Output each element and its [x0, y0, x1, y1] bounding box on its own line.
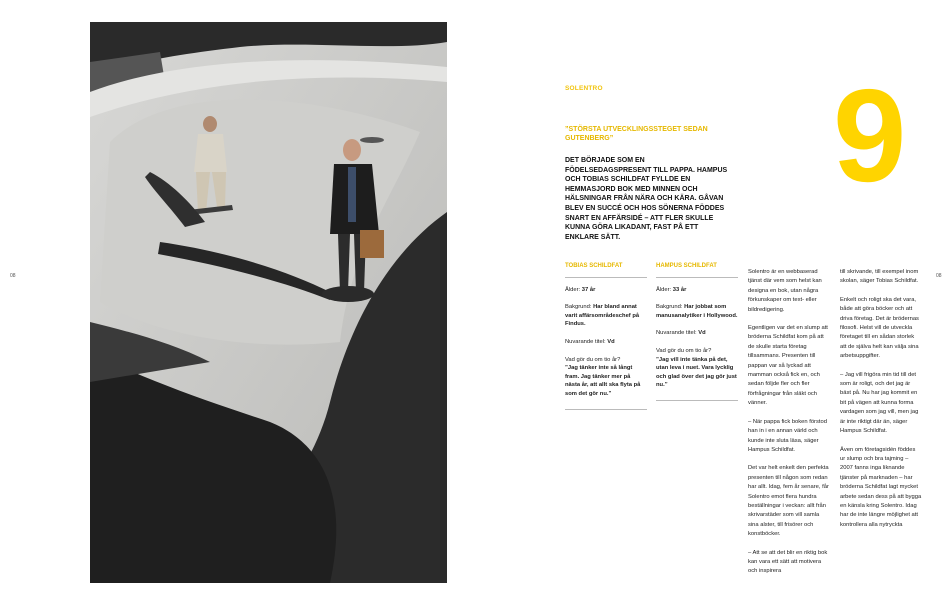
body-paragraph: – Jag vill frigöra min tid till det som är roligt, och det jag är bäst på. Nu har jag kommit en bit på vägen att kunna forma vardagen som jag vill, men jag är inte riktigt där än, säger Hampus Schildfat. [840, 371, 919, 435]
folio-left: 08 [10, 273, 16, 279]
profile-tobias [565, 262, 647, 410]
profile-divider [565, 409, 647, 410]
profile-age: Ålder: 37 år [565, 286, 596, 293]
profile-question: Vad gör du om tio år? ”Jag tänker inte så långt fram. Jag tänker mer på nästa år, att allt ska flyta på som det gör nu.” [565, 356, 641, 397]
profile-background: Bakgrund: Har jobbat som manusanalytiker i Hollywood. [656, 304, 738, 319]
body-column-1 [748, 268, 830, 586]
profile-age: Ålder: 33 år [656, 286, 687, 293]
body-column-2 [840, 268, 922, 539]
body-paragraph: – När pappa fick boken förstod han in i en annan värld och kunde inte sluta läsa, säger Hampus Schildfat. [748, 418, 827, 453]
profile-name: TOBIAS SCHILDFAT [565, 262, 647, 278]
body-paragraph: Egentligen var det en slump att bröderna Schildfat kom på att de skulle starta företag tillsammans. Presenten till pappan var så lyckad att mamman också fick en, och sedan följde fler och fler förfrågningar från släkt och vänner. [748, 325, 828, 407]
section-label: SOLENTRO [565, 85, 603, 92]
body-paragraph: – Att se att det blir en riktig bok kan vara ett sätt att motivera och inspirera [748, 549, 828, 575]
body-paragraph: Enkelt och roligt ska det vara, både att göra böcker och att driva företag. Det är brödernas filosofi. Helst vill de utveckla företaget till en sådan storlek att de själva helt kan välja sina arbetsuppgifter. [840, 296, 919, 360]
profile-title: Nuvarande titel: Vd [565, 338, 615, 345]
profile-hampus [656, 262, 738, 401]
profile-background: Bakgrund: Har bland annat varit affärsområdeschef på Findus. [565, 304, 640, 328]
body-paragraph: Det var helt enkelt den perfekta presenten till någon som redan har allt. Idag, fem år senare, får Solentro emot flera hundra beställningar i veckan: allt från skrivarstäder som vill samla sina alster, till frisörer och konstböcker. [748, 465, 829, 538]
profile-title: Nuvarande titel: Vd [656, 330, 706, 337]
profile-question: Vad gör du om tio år? ”Jag vill inte tänka på det, utan leva i nuet. Vara lycklig och glad över det jag gör just nu.” [656, 347, 737, 389]
body-paragraph: Även om företagsidén föddes ur slump och bra tajming – 2007 fanns inga liknande tjänster på marknaden – har bröderna Schildfat lagt mycket arbete sedan dess på att bygga en känsla kring Solentro. Idag har de inte längre möjlighet att kontrollera alla nytryckta [840, 446, 922, 528]
profile-name: HAMPUS SCHILDFAT [656, 262, 738, 278]
lead-paragraph: DET BÖRJADE SOM EN FÖDELSEDAGSPRESENT TILL PAPPA. HAMPUS OCH TOBIAS SCHILDFAT FYLLDE EN HEMMASJORD BOK MED MINNEN OCH HÄLSNINGAR FRÅN NÄRA OCH KÄRA. GÅVAN BLEV EN SUCCÉ OCH HOS SÖNERNA FÖDDES SNART EN AFFÄRSIDÉ – ATT FLER SKULLE KUNNA GÖRA LIKADANT, FAST PÅ ETT ENKLARE SÄTT. [565, 157, 728, 241]
headline-quote: ”STÖRSTA UTVECKLINGSSTEGET SEDAN GUTENBERG” [565, 126, 708, 142]
profile-divider [656, 400, 738, 401]
chapter-number: 9 [833, 62, 907, 209]
skatepark-photo [90, 22, 447, 583]
body-paragraph: till skrivande, till exempel inom skolan, säger Tobias Schildfat. [840, 269, 919, 285]
photo-illustration [90, 22, 447, 583]
body-paragraph: Solentro är en webbaserad tjänst där vem som helst kan designa en bok, utan några förkunskaper om text- eller bildredigering. [748, 269, 822, 313]
folio-right: 08 [936, 273, 942, 279]
